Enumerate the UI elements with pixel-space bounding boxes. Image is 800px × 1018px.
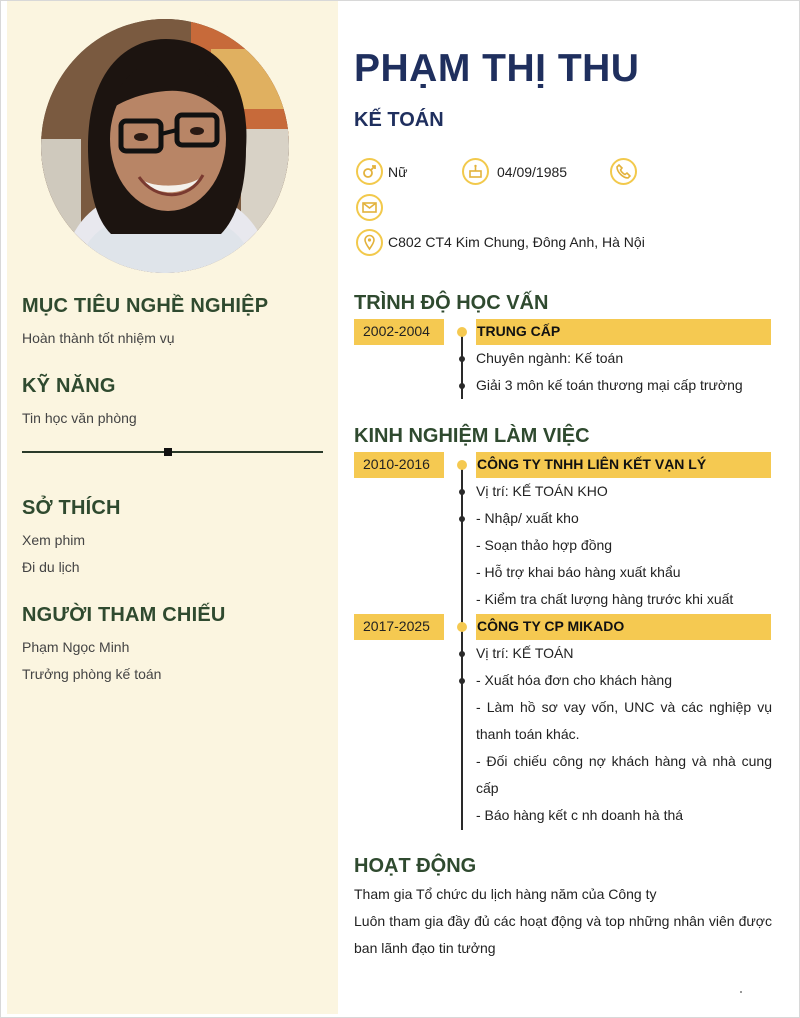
timeline-bullet <box>459 678 465 684</box>
timeline-bullet <box>459 516 465 522</box>
timeline-bullet <box>459 356 465 362</box>
experience-detail: Vị trí: KẾ TOÁN KHO <box>476 483 608 499</box>
profile-photo-illustration <box>41 19 289 273</box>
skills-heading: KỸ NĂNG <box>22 375 116 397</box>
experience-company: CÔNG TY TNHH LIÊN KẾT VẠN LÝ <box>476 452 771 478</box>
hobby-item: Xem phim <box>22 532 86 548</box>
skill-level-marker <box>164 448 172 456</box>
education-heading: TRÌNH ĐỘ HỌC VẤN <box>354 292 549 314</box>
hobbies-heading: SỞ THÍCH <box>22 497 121 519</box>
birthdate-value: 04/09/1985 <box>497 164 568 180</box>
activity-item: Tham gia Tổ chức du lịch hàng năm của Công ty <box>354 886 657 902</box>
experience-detail: - Xuất hóa đơn cho khách hàng <box>476 672 672 688</box>
candidate-name: PHẠM THỊ THU <box>354 47 640 90</box>
timeline-bullet <box>459 651 465 657</box>
reference-heading: NGƯỜI THAM CHIẾU <box>22 604 226 626</box>
timeline-dot <box>457 327 467 337</box>
education-detail: Chuyên ngành: Kế toán <box>476 350 624 366</box>
objective-text: Hoàn thành tốt nhiệm vụ <box>22 330 175 346</box>
skill-name: Tin học văn phòng <box>22 410 137 426</box>
email-icon[interactable] <box>356 194 383 221</box>
education-detail: Giải 3 môn kế toán thương mại cấp trường <box>476 377 743 393</box>
reference-name: Phạm Ngọc Minh <box>22 639 130 655</box>
profile-photo <box>41 19 289 273</box>
birthday-cake-icon <box>462 158 489 185</box>
experience-dates: 2017-2025 <box>354 614 444 640</box>
page-artifact-dot <box>740 991 742 993</box>
timeline-bullet <box>459 489 465 495</box>
experience-detail: - Báo hàng kết c nh doanh hà thá <box>476 807 684 823</box>
reference-position: Trưởng phòng kế toán <box>22 666 162 682</box>
experience-detail: Vị trí: KẾ TOÁN <box>476 645 574 661</box>
experience-dates: 2010-2016 <box>354 452 444 478</box>
experience-heading: KINH NGHIỆM LÀM VIỆC <box>354 425 590 447</box>
timeline-dot <box>457 622 467 632</box>
experience-detail: - Làm hồ sơ vay vốn, UNC và các nghiệp vụ thanh toán khác. <box>476 699 772 742</box>
experience-detail: - Nhập/ xuất kho <box>476 510 579 526</box>
job-title: KẾ TOÁN <box>354 109 444 131</box>
experience-detail: - Hỗ trợ khai báo hàng xuất khẩu <box>476 564 681 580</box>
address-value: C802 CT4 Kim Chung, Đông Anh, Hà Nội <box>388 234 645 250</box>
experience-company: CÔNG TY CP MIKADO <box>476 614 771 640</box>
timeline-dot <box>457 460 467 470</box>
experience-detail: - Đối chiếu công nợ khách hàng và nhà cung cấp <box>476 753 772 796</box>
education-title: TRUNG CẤP <box>476 319 771 345</box>
gender-value: Nữ <box>388 164 408 180</box>
gender-icon <box>356 158 383 185</box>
activities-heading: HOẠT ĐỘNG <box>354 855 477 877</box>
objective-heading: MỤC TIÊU NGHỀ NGHIỆP <box>22 295 269 317</box>
timeline-bullet <box>459 383 465 389</box>
experience-detail: - Kiểm tra chất lượng hàng trước khi xuất <box>476 591 734 607</box>
skill-level-bar <box>22 451 323 453</box>
hobby-item: Đi du lịch <box>22 559 80 575</box>
experience-detail: - Soạn thảo hợp đồng <box>476 537 613 553</box>
location-icon <box>356 229 383 256</box>
phone-icon[interactable] <box>610 158 637 185</box>
activity-item: Luôn tham gia đầy đủ các hoạt động và top những nhân viên được ban lãnh đạo tin tưởng <box>354 913 772 956</box>
education-dates: 2002-2004 <box>354 319 444 345</box>
